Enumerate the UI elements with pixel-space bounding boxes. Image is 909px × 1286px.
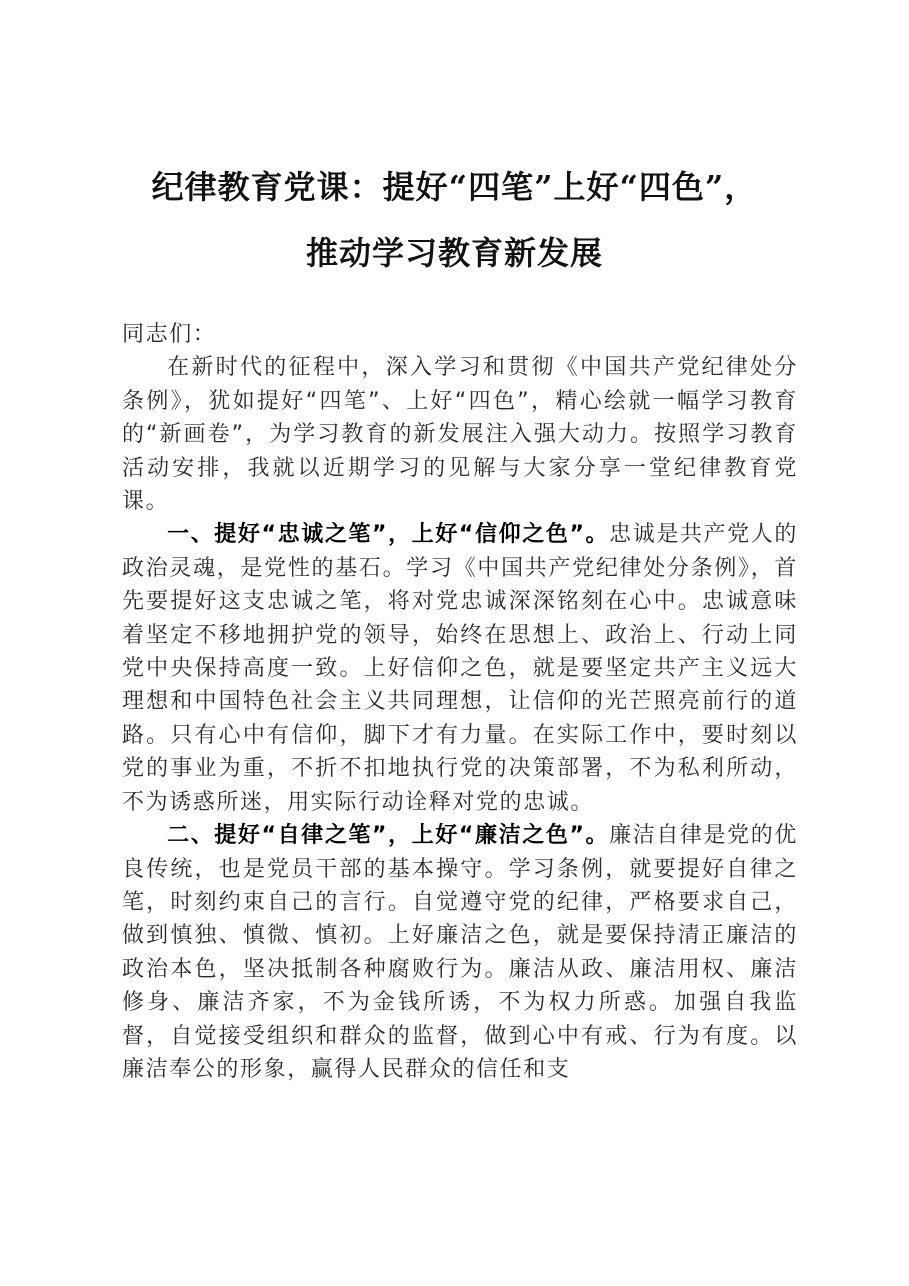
salutation: 同志们： <box>122 322 217 347</box>
document-title-line-1: 纪律教育党课：提好“四笔”上好“四色”， <box>151 168 758 206</box>
section-2-text: 廉洁自律是党的优良传统，也是党员干部的基本操守。学习条例，就要提好自律之笔，时刻约束自己的言行。自觉遵守党的纪律，严格要求自己，做到慎独、慎微、慎初。上好廉洁之色，就是要保持清正廉洁的政治本色，坚决抵制各种腐败行为。廉洁从政、廉洁用权、廉洁修身、廉洁齐家，不为金钱所诱，不为权力所惑。加强自我监督，自觉接受组织和群众的监督，做到心中有戒、行为有度。以廉洁奉公的形象，赢得人民群众的信任和支 <box>122 823 798 1082</box>
document-body <box>122 318 798 1086</box>
section-1-text: 忠诚是共产党人的政治灵魂，是党性的基石。学习《中国共产党纪律处分条例》，首先要提好这支忠诚之笔，将对党忠诚深深铭刻在心中。忠诚意味着坚定不移地拥护党的领导，始终在思想上、政治上、行动上同党中央保持高度一致。上好信仰之色，就是要坚定共产主义远大理想和中国特色社会主义共同理想，让信仰的光芒照亮前行的道路。只有心中有信仰，脚下才有力量。在实际工作中，要时刻以党的事业为重，不折不扣地执行党的决策部署，不为私利所动，不为诱惑所迷，用实际行动诠释对党的忠诚。 <box>122 522 798 815</box>
document-title-line-2: 推动学习教育新发展 <box>305 234 603 272</box>
intro-paragraph: 在新时代的征程中，深入学习和贯彻《中国共产党纪律处分条例》，犹如提好“四笔”、上好“四色”，精心绘就一幅学习教育的“新画卷”，为学习教育的新发展注入强大动力。按照学习教育活动安排，我就以近期学习的见解与大家分享一堂纪律教育党课。 <box>122 355 798 515</box>
section-2-paragraph <box>122 819 798 1086</box>
section-1-paragraph <box>122 518 798 819</box>
section-2-heading: 二、提好“自律之笔”，上好“廉洁之色”。 <box>167 823 610 849</box>
section-1-heading: 一、提好“忠诚之笔”，上好“信仰之色”。 <box>167 522 610 548</box>
